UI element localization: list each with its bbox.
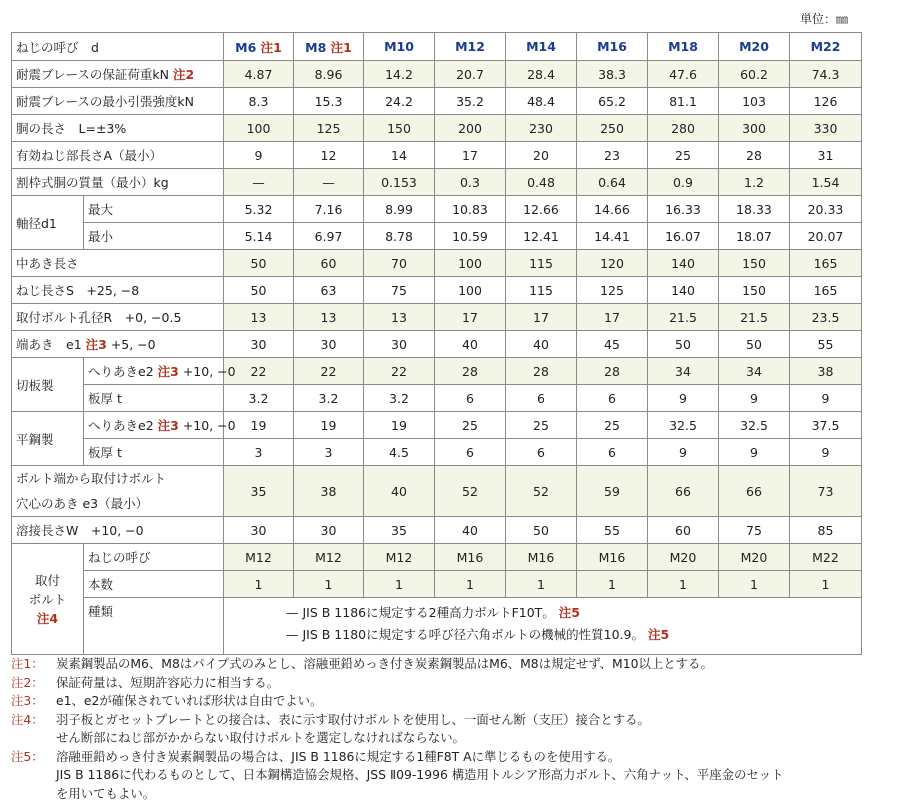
table-cell: 120 <box>577 250 648 277</box>
table-cell: 45 <box>577 331 648 358</box>
row-flat-bar-label: 平鋼製 <box>12 412 84 466</box>
size-label: M18 <box>668 39 698 54</box>
footnote <box>11 674 891 693</box>
row-bolt-hole <box>12 304 862 331</box>
table-cell: 34 <box>719 358 790 385</box>
table-cell: 10.59 <box>435 223 506 250</box>
notes-section <box>11 655 891 803</box>
row-thread-length-a <box>12 142 862 169</box>
table-cell: 81.1 <box>648 88 719 115</box>
table-cell: M12 <box>224 544 294 571</box>
sub-label: 種類 <box>84 598 224 655</box>
note-ref: 注2 <box>172 67 195 82</box>
table-cell: 1 <box>719 571 790 598</box>
table-cell: 38 <box>790 358 862 385</box>
table-cell: 16.33 <box>648 196 719 223</box>
table-cell: 12 <box>294 142 364 169</box>
table-cell: M20 <box>719 544 790 571</box>
table-cell: 5.14 <box>224 223 294 250</box>
table-cell: 28 <box>577 358 648 385</box>
table-cell: 85 <box>790 517 862 544</box>
table-cell: 330 <box>790 115 862 142</box>
footnote-text: 保証荷量は、短期許容応力に相当する。 <box>56 674 280 690</box>
table-cell: 8.3 <box>224 88 294 115</box>
table-cell: 48.4 <box>506 88 577 115</box>
table-cell: M16 <box>577 544 648 571</box>
size-label: M10 <box>384 39 414 54</box>
size-header <box>435 33 506 61</box>
table-cell: 38.3 <box>577 61 648 88</box>
spec-table <box>11 32 862 655</box>
table-cell: 1 <box>506 571 577 598</box>
table-cell: 47.6 <box>648 61 719 88</box>
row-shaft-min <box>12 223 862 250</box>
table-cell: 60 <box>294 250 364 277</box>
table-cell: 3 <box>294 439 364 466</box>
table-cell: 150 <box>719 277 790 304</box>
row-cut-plate-edge <box>12 358 862 385</box>
footnote-text: JIS B 1186に代わるものとして、日本鋼構造協会規格、JSS Ⅱ09-1996 構造用トルシア形高力ボルト、六角ナット、平座金のセット <box>56 767 784 782</box>
size-label: M12 <box>455 39 485 54</box>
table-cell: 6 <box>435 439 506 466</box>
table-cell: 103 <box>719 88 790 115</box>
size-label: M6 <box>235 39 257 55</box>
table-cell: 60 <box>648 517 719 544</box>
size-header <box>648 33 719 61</box>
table-cell: 6 <box>577 439 648 466</box>
table-cell: 4.87 <box>224 61 294 88</box>
table-cell: 66 <box>648 466 719 517</box>
sub-label: 本数 <box>84 571 224 598</box>
footnote <box>11 711 891 730</box>
row-label: 穴心のあき e3（最小） <box>16 496 149 511</box>
table-cell: 8.78 <box>364 223 435 250</box>
row-label: 中あき長さ <box>16 256 79 271</box>
table-cell: 0.64 <box>577 169 648 196</box>
footnote-label <box>11 785 56 804</box>
table-cell: 115 <box>506 277 577 304</box>
table-cell: 5.32 <box>224 196 294 223</box>
size-label: M20 <box>739 39 769 54</box>
table-cell: 1 <box>435 571 506 598</box>
note-ref: 注5 <box>647 627 670 642</box>
row-label: 割枠式胴の質量（最小）kg <box>16 175 169 190</box>
row-label-cell <box>12 304 224 331</box>
footnote-label: 注3： <box>11 693 44 708</box>
table-cell: 10.83 <box>435 196 506 223</box>
table-cell: 126 <box>790 88 862 115</box>
table-cell: 50 <box>224 250 294 277</box>
table-cell: M22 <box>790 544 862 571</box>
table-cell: 9 <box>719 439 790 466</box>
table-cell: 50 <box>719 331 790 358</box>
row-label: ねじ長さS +25, −8 <box>16 283 140 298</box>
size-header <box>719 33 790 61</box>
table-cell: 140 <box>648 250 719 277</box>
table-cell: M12 <box>294 544 364 571</box>
row-bolt-count <box>12 571 862 598</box>
table-cell: 22 <box>224 358 294 385</box>
table-cell: 20 <box>506 142 577 169</box>
table-cell: 3.2 <box>364 385 435 412</box>
table-cell: 1 <box>364 571 435 598</box>
row-label-cell <box>12 61 224 88</box>
sub-label: 板厚 t <box>84 439 224 466</box>
row-thread-s <box>12 277 862 304</box>
table-cell: 1 <box>224 571 294 598</box>
tolerance: +10, −0 <box>182 418 236 433</box>
footnote-label: 注5： <box>11 748 44 764</box>
table-cell: 6 <box>506 439 577 466</box>
table-cell: 50 <box>224 277 294 304</box>
row-label-cell <box>12 88 224 115</box>
table-cell: — <box>294 169 364 196</box>
table-cell: 125 <box>294 115 364 142</box>
table-cell: 52 <box>435 466 506 517</box>
row-label-cell <box>12 517 224 544</box>
footnote <box>11 785 891 804</box>
table-cell: 20.7 <box>435 61 506 88</box>
table-cell: M16 <box>506 544 577 571</box>
table-cell: 1 <box>294 571 364 598</box>
table-cell: 38 <box>294 466 364 517</box>
table-cell: 14.66 <box>577 196 648 223</box>
footnote-label: 注1： <box>11 656 44 671</box>
footnote <box>11 748 891 767</box>
table-cell: 30 <box>364 331 435 358</box>
table-cell: 30 <box>294 331 364 358</box>
table-cell: 19 <box>294 412 364 439</box>
note-ref: 注3 <box>157 364 179 379</box>
row-end-e1 <box>12 331 862 358</box>
table-cell: 40 <box>364 466 435 517</box>
row-label: 有効ねじ部長さA（最小） <box>16 148 163 163</box>
size-header <box>224 33 294 61</box>
table-cell: 28.4 <box>506 61 577 88</box>
bolt-kind-line <box>286 624 857 646</box>
row-bolt-kind <box>12 598 862 655</box>
table-cell: 30 <box>294 517 364 544</box>
row-cut-plate-label: 切板製 <box>12 358 84 412</box>
group-label: 取付 <box>34 572 60 588</box>
table-cell: 16.07 <box>648 223 719 250</box>
table-cell: 9 <box>719 385 790 412</box>
table-cell: 59 <box>577 466 648 517</box>
size-header <box>506 33 577 61</box>
table-cell: 34 <box>648 358 719 385</box>
table-cell: 21.5 <box>648 304 719 331</box>
row-label-cell <box>12 331 224 358</box>
table-cell: 100 <box>435 250 506 277</box>
table-cell: 200 <box>435 115 506 142</box>
table-cell: 7.16 <box>294 196 364 223</box>
table-cell: 28 <box>506 358 577 385</box>
row-label: 端あき e1 <box>16 337 82 352</box>
header-row <box>12 33 862 61</box>
table-cell: 40 <box>435 517 506 544</box>
table-cell: 35 <box>224 466 294 517</box>
row-label: 取付ボルト孔径R +0, −0.5 <box>16 310 182 325</box>
note-ref: 注3 <box>85 337 107 352</box>
size-header <box>294 33 364 61</box>
footnote-text: e1、e2が確保されていれば形状は自由でよい。 <box>56 693 323 708</box>
table-cell: 50 <box>648 331 719 358</box>
note-ref: 注3 <box>157 418 179 433</box>
table-cell: 70 <box>364 250 435 277</box>
size-header <box>364 33 435 61</box>
table-cell: 140 <box>648 277 719 304</box>
table-cell: 30 <box>224 331 294 358</box>
footnote <box>11 766 891 785</box>
row-label: 耐震ブレースの保証荷重kN <box>16 67 169 82</box>
table-cell: 52 <box>506 466 577 517</box>
table-cell: 14 <box>364 142 435 169</box>
table-cell: 50 <box>506 517 577 544</box>
tolerance: +5, −0 <box>110 337 156 352</box>
table-cell: 165 <box>790 250 862 277</box>
table-cell: 165 <box>790 277 862 304</box>
table-cell: 1.54 <box>790 169 862 196</box>
table-cell: 9 <box>224 142 294 169</box>
table-cell: 150 <box>719 250 790 277</box>
table-cell: 17 <box>577 304 648 331</box>
table-cell: 25 <box>435 412 506 439</box>
note-ref: 注1 <box>260 39 282 55</box>
row-mass <box>12 169 862 196</box>
row-e3 <box>12 466 862 517</box>
table-cell: 13 <box>364 304 435 331</box>
bolt-kind-cell <box>224 598 862 655</box>
table-cell: M20 <box>648 544 719 571</box>
row-center-gap <box>12 250 862 277</box>
size-label: M14 <box>526 39 556 54</box>
table-cell: 35 <box>364 517 435 544</box>
sub-label: へりあきe2 <box>88 418 154 433</box>
table-cell: — <box>224 169 294 196</box>
table-cell: 22 <box>364 358 435 385</box>
table-cell: 0.153 <box>364 169 435 196</box>
row-label-cell <box>12 277 224 304</box>
table-cell: 63 <box>294 277 364 304</box>
footnote-label: 注4： <box>11 711 44 727</box>
table-cell: 75 <box>364 277 435 304</box>
table-cell: M16 <box>435 544 506 571</box>
sub-label-cell <box>84 358 236 385</box>
table-cell: 40 <box>506 331 577 358</box>
table-cell: 8.99 <box>364 196 435 223</box>
footnote <box>11 655 891 674</box>
footnote-label <box>11 729 56 748</box>
table-cell: 250 <box>577 115 648 142</box>
shaft-group-label: 軸径d1 <box>12 196 84 250</box>
table-cell: 55 <box>790 331 862 358</box>
row-label: 胴の長さ L=±3% <box>16 121 127 136</box>
table-cell: 8.96 <box>294 61 364 88</box>
table-cell: 25 <box>648 142 719 169</box>
table-cell: 17 <box>435 304 506 331</box>
note-ref: 注1 <box>330 39 352 55</box>
header-label: ねじの呼び d <box>16 39 99 55</box>
table-cell: 0.3 <box>435 169 506 196</box>
table-cell: 35.2 <box>435 88 506 115</box>
bolt-kind-line <box>286 602 857 624</box>
table-cell: 17 <box>435 142 506 169</box>
table-cell: 17 <box>506 304 577 331</box>
table-cell: 18.33 <box>719 196 790 223</box>
table-cell: 1 <box>577 571 648 598</box>
table-cell: 9 <box>790 439 862 466</box>
table-cell: 100 <box>435 277 506 304</box>
table-cell: 13 <box>224 304 294 331</box>
row-label: 溶接長さW +10, −0 <box>16 523 144 538</box>
table-cell: 6 <box>577 385 648 412</box>
row-label-cell <box>12 169 224 196</box>
table-cell: 12.66 <box>506 196 577 223</box>
table-cell: 3.2 <box>224 385 294 412</box>
table-cell: 14.2 <box>364 61 435 88</box>
row-flat-bar-thick <box>12 439 862 466</box>
table-cell: 18.07 <box>719 223 790 250</box>
table-cell: 23.5 <box>790 304 862 331</box>
table-cell: 6 <box>506 385 577 412</box>
row-weld <box>12 517 862 544</box>
table-cell: 25 <box>506 412 577 439</box>
row-body-length <box>12 115 862 142</box>
note-ref: 注4 <box>36 610 59 626</box>
footnote-text: 炭素鋼製品のM6、M8はパイプ式のみとし、溶融亜鉛めっき付き炭素鋼製品はM6、M8は規定せず、M10以上とする。 <box>56 656 713 671</box>
bolt-kind-text: — JIS B 1186に規定する2種高力ボルトF10T。 <box>286 605 555 620</box>
table-cell: 6 <box>435 385 506 412</box>
header-label-cell <box>12 33 224 61</box>
table-cell: 40 <box>435 331 506 358</box>
table-cell: 100 <box>224 115 294 142</box>
size-header <box>790 33 862 61</box>
table-cell: 4.5 <box>364 439 435 466</box>
footnote <box>11 692 891 711</box>
table-cell: 25 <box>577 412 648 439</box>
table-cell: 55 <box>577 517 648 544</box>
table-cell: 300 <box>719 115 790 142</box>
table-cell: 74.3 <box>790 61 862 88</box>
footnote <box>11 729 891 748</box>
size-label: M16 <box>597 39 627 54</box>
bolt-kind-text: — JIS B 1180に規定する呼び径六角ボルトの機械的性質10.9。 <box>286 627 644 642</box>
table-cell: 19 <box>364 412 435 439</box>
row-shaft-max <box>12 196 862 223</box>
table-cell: 37.5 <box>790 412 862 439</box>
table-cell: 125 <box>577 277 648 304</box>
group-label: ボルト <box>28 591 67 607</box>
sub-label-cell <box>84 412 236 439</box>
table-cell: M12 <box>364 544 435 571</box>
table-cell: 12.41 <box>506 223 577 250</box>
footnote-text: を用いてもよい。 <box>56 785 156 801</box>
table-cell: 14.41 <box>577 223 648 250</box>
table-cell: 28 <box>435 358 506 385</box>
footnote-label <box>11 766 56 785</box>
table-cell: 19 <box>224 412 294 439</box>
table-cell: 9 <box>648 385 719 412</box>
table-cell: 28 <box>719 142 790 169</box>
size-header <box>577 33 648 61</box>
table-cell: 3.2 <box>294 385 364 412</box>
table-cell: 31 <box>790 142 862 169</box>
table-cell: 32.5 <box>648 412 719 439</box>
table-cell: 13 <box>294 304 364 331</box>
table-cell: 20.07 <box>790 223 862 250</box>
table-cell: 1 <box>648 571 719 598</box>
row-cut-plate-thick <box>12 385 862 412</box>
bolt-group-label <box>12 544 84 655</box>
table-cell: 24.2 <box>364 88 435 115</box>
row-label-cell <box>12 466 224 517</box>
table-cell: 6.97 <box>294 223 364 250</box>
table-cell: 73 <box>790 466 862 517</box>
table-cell: 22 <box>294 358 364 385</box>
table-cell: 66 <box>719 466 790 517</box>
table-cell: 1.2 <box>719 169 790 196</box>
table-cell: 3 <box>224 439 294 466</box>
table-cell: 9 <box>790 385 862 412</box>
sub-label: ねじの呼び <box>84 544 224 571</box>
sub-label: 板厚 t <box>84 385 224 412</box>
size-label: M22 <box>810 39 841 54</box>
table-cell: 1 <box>790 571 862 598</box>
row-label: ボルト端から取付けボルト <box>16 471 167 486</box>
table-cell: 32.5 <box>719 412 790 439</box>
row-proof-load <box>12 61 862 88</box>
tolerance: +10, −0 <box>182 364 236 379</box>
row-flat-bar-edge <box>12 412 862 439</box>
table-cell: 0.48 <box>506 169 577 196</box>
table-cell: 0.9 <box>648 169 719 196</box>
row-label-cell <box>12 250 224 277</box>
unit-label: 単位：㎜ <box>800 12 849 26</box>
table-cell: 150 <box>364 115 435 142</box>
table-cell: 115 <box>506 250 577 277</box>
table-cell: 65.2 <box>577 88 648 115</box>
table-cell: 60.2 <box>719 61 790 88</box>
row-bolt-size <box>12 544 862 571</box>
table-cell: 20.33 <box>790 196 862 223</box>
row-min-strength <box>12 88 862 115</box>
sub-label: へりあきe2 <box>88 364 154 379</box>
sub-label: 最小 <box>84 223 224 250</box>
table-cell: 9 <box>648 439 719 466</box>
size-label: M8 <box>305 39 327 55</box>
table-cell: 21.5 <box>719 304 790 331</box>
row-label-cell <box>12 115 224 142</box>
note-ref: 注5 <box>558 605 580 620</box>
footnote-text: せん断部にねじ部がかからない取付けボルトを選定しなければならない。 <box>56 730 465 745</box>
table-cell: 23 <box>577 142 648 169</box>
footnote-text: 羽子板とガセットプレートとの接合は、表に示す取付けボルトを使用し、一面せん断（支圧）接合とする。 <box>56 711 650 727</box>
table-cell: 30 <box>224 517 294 544</box>
row-label-cell <box>12 142 224 169</box>
row-label: 耐震ブレースの最小引張強度kN <box>16 94 194 109</box>
table-cell: 230 <box>506 115 577 142</box>
table-cell: 280 <box>648 115 719 142</box>
sub-label: 最大 <box>84 196 224 223</box>
footnote-text: 溶融亜鉛めっき付き炭素鋼製品の場合は、JIS B 1186に規定する1種F8T Aに準じるものを使用する。 <box>56 748 621 764</box>
table-cell: 75 <box>719 517 790 544</box>
table-cell: 15.3 <box>294 88 364 115</box>
footnote-label: 注2： <box>11 674 44 690</box>
